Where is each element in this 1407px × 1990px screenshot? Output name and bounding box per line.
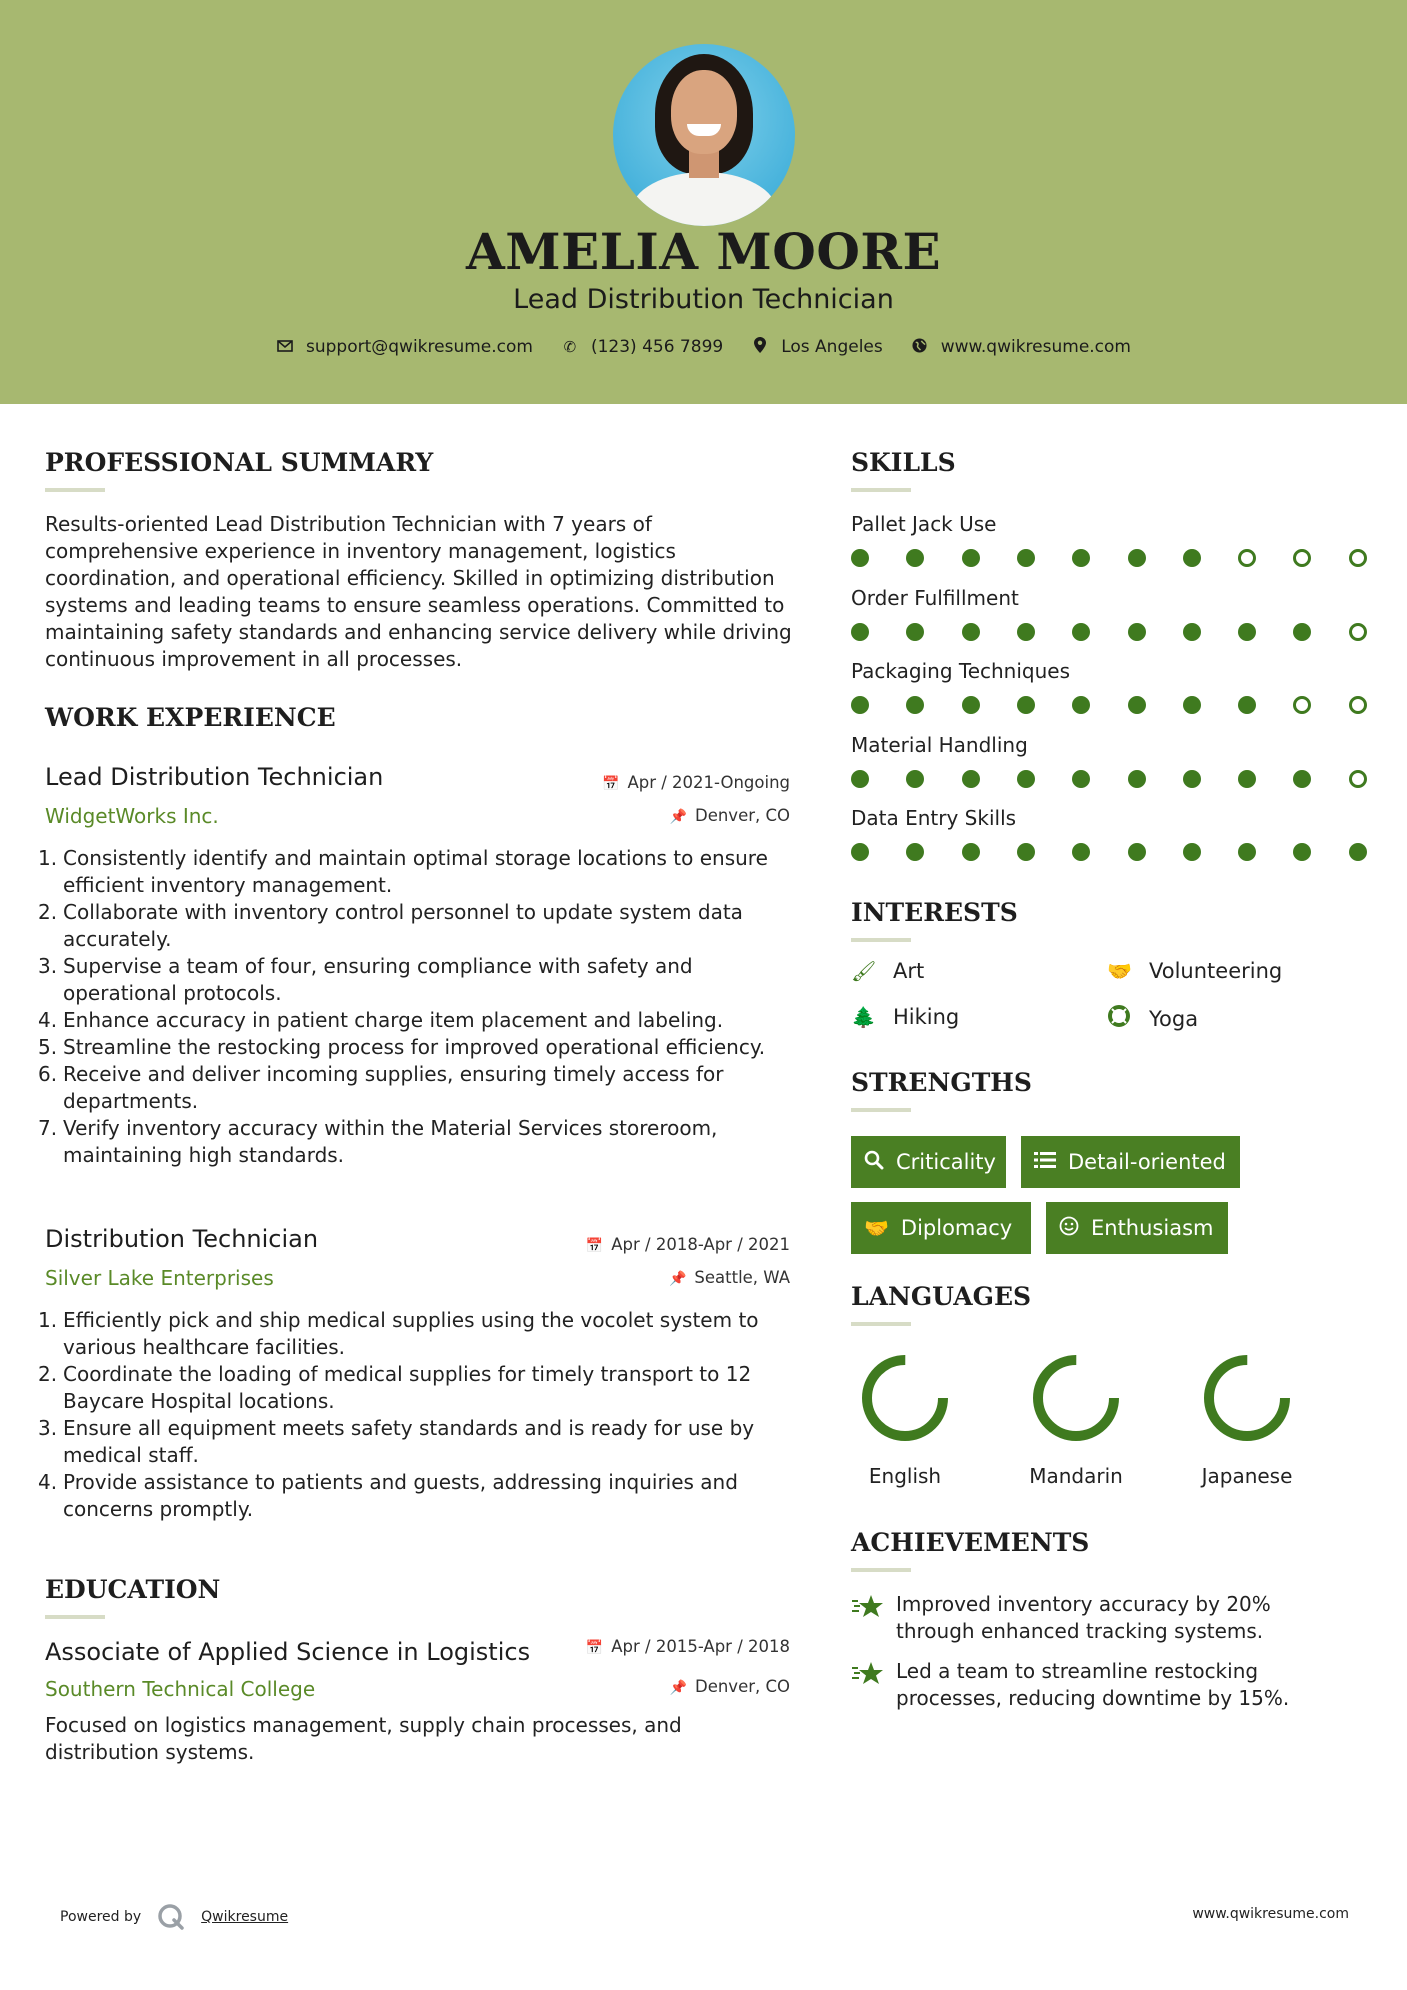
list-item: 2. Coordinate the loading of medical supplies for timely transport to 12 Baycare Hospital locations. <box>38 1362 752 1413</box>
rating-dot-filled <box>962 696 980 714</box>
section-divider <box>851 938 911 942</box>
interest-hiking: 🌲 Hiking <box>851 1005 960 1029</box>
strength-tag-enthusiasm: Enthusiasm <box>1046 1202 1228 1254</box>
rating-dot-filled <box>1183 696 1201 714</box>
languages-heading: LANGUAGES <box>851 1282 1032 1311</box>
calendar-icon: 📅 <box>602 776 620 792</box>
rating-dot-filled <box>1183 549 1201 567</box>
interest-volunteering: 🤝 Volunteering <box>1107 959 1283 983</box>
footer-website[interactable]: www.qwikresume.com <box>1192 1906 1349 1922</box>
rating-dot-filled <box>962 623 980 641</box>
strength-tag-diplomacy: 🤝 Diplomacy <box>851 1202 1031 1254</box>
rating-dot-filled <box>1017 696 1035 714</box>
rating-dot-filled <box>1183 843 1201 861</box>
pushpin-icon: 📌 <box>669 1680 687 1696</box>
skill-rating <box>851 770 1371 790</box>
rating-dot-filled <box>906 843 924 861</box>
rating-dot-filled <box>906 696 924 714</box>
envelope-icon <box>276 338 294 356</box>
list-item: 6. Receive and deliver incoming supplies, ensuring timely access for departments. <box>38 1062 724 1113</box>
calendar-icon: 📅 <box>585 1238 604 1254</box>
skill-name: Pallet Jack Use <box>851 512 997 536</box>
job-bullets <box>38 845 803 1169</box>
calendar-icon: 📅 <box>585 1640 604 1656</box>
qwikresume-link[interactable]: Qwikresume <box>201 1909 289 1925</box>
rating-dot-filled <box>1072 696 1090 714</box>
tree-icon: 🌲 <box>851 1005 876 1029</box>
rating-dot-empty <box>1293 549 1311 567</box>
strength-tag-criticality: Criticality <box>851 1136 1006 1188</box>
achievement-item: Led a team to streamline restocking processes, reducing downtime by 15%. <box>851 1658 1321 1718</box>
rating-dot-filled <box>1072 623 1090 641</box>
job-location: 📌 Denver, CO <box>669 806 790 825</box>
rating-dot-filled <box>851 770 869 788</box>
list-item: 1. Efficiently pick and ship medical supplies using the vocolet system to various healthcare facilities. <box>38 1308 759 1359</box>
rating-dot-filled <box>1183 770 1201 788</box>
skill-rating <box>851 549 1371 569</box>
job-title: Lead Distribution Technician <box>45 763 384 791</box>
rating-dot-empty <box>1349 549 1367 567</box>
job-bullets <box>38 1307 803 1523</box>
rating-dot-filled <box>1072 770 1090 788</box>
rating-dot-filled <box>1128 770 1146 788</box>
pushpin-icon: 📌 <box>669 809 687 825</box>
skill-name: Data Entry Skills <box>851 806 1017 830</box>
rating-dot-filled <box>1183 623 1201 641</box>
achievements-heading: ACHIEVEMENTS <box>851 1528 1090 1557</box>
list-item: 3. Supervise a team of four, ensuring compliance with safety and operational protocols. <box>38 954 693 1005</box>
resume-header <box>0 0 1407 404</box>
rating-dot-filled <box>962 770 980 788</box>
rating-dot-empty <box>1349 623 1367 641</box>
paintbrush-icon: 🖌 <box>851 959 877 983</box>
rating-dot-empty <box>1293 696 1311 714</box>
language-level-ring <box>1201 1352 1293 1444</box>
education-heading: EDUCATION <box>45 1575 221 1604</box>
smile-icon <box>1059 1216 1079 1241</box>
skill-name: Order Fulfillment <box>851 585 1019 610</box>
language-level-arc <box>1209 1360 1285 1436</box>
interest-yoga: Yoga <box>1107 1005 1198 1032</box>
skill-name: Material Handling <box>851 732 1028 757</box>
language-name: Japanese <box>1201 1464 1293 1488</box>
contact-bar <box>0 337 1407 357</box>
language-level-arc <box>1038 1360 1114 1436</box>
section-divider <box>45 488 105 492</box>
rating-dot-filled <box>1128 549 1146 567</box>
handshake-icon: 🤝 <box>864 1216 889 1240</box>
language-name: Mandarin <box>1029 1464 1123 1488</box>
summary-heading: PROFESSIONAL SUMMARY <box>45 448 434 477</box>
rating-dot-filled <box>1017 843 1035 861</box>
rating-dot-filled <box>1128 623 1146 641</box>
section-divider <box>851 1108 911 1112</box>
rating-dot-filled <box>851 843 869 861</box>
school-name: Southern Technical College <box>45 1677 316 1701</box>
list-item: 4. Enhance accuracy in patient charge item placement and labeling. <box>38 1008 724 1032</box>
map-pin-icon <box>751 337 769 357</box>
section-divider <box>45 1615 105 1619</box>
rating-dot-filled <box>1349 843 1367 861</box>
section-divider <box>851 1322 911 1326</box>
rating-dot-filled <box>906 770 924 788</box>
candidate-name: AMELIA MOORE <box>465 222 942 281</box>
list-icon <box>1034 1150 1056 1174</box>
job-dates: 📅 Apr / 2018-Apr / 2021 <box>585 1235 790 1254</box>
rating-dot-filled <box>1128 843 1146 861</box>
search-icon <box>864 1150 884 1175</box>
rating-dot-filled <box>851 623 869 641</box>
rating-dot-empty <box>1349 696 1367 714</box>
list-item: 2. Collaborate with inventory control personnel to update system data accurately. <box>38 900 743 951</box>
lifebuoy-icon <box>1107 1005 1131 1032</box>
rating-dot-filled <box>962 843 980 861</box>
list-item: 5. Streamline the restocking process for improved operational efficiency. <box>38 1035 766 1059</box>
rating-dot-filled <box>1017 623 1035 641</box>
skill-rating <box>851 623 1371 643</box>
rating-dot-filled <box>1072 843 1090 861</box>
education-dates: 📅 Apr / 2015-Apr / 2018 <box>585 1637 790 1656</box>
rating-dot-filled <box>906 549 924 567</box>
skills-heading: SKILLS <box>851 448 956 477</box>
rating-dot-filled <box>1017 549 1035 567</box>
handshake-icon: 🤝 <box>1107 959 1132 983</box>
rating-dot-filled <box>1128 696 1146 714</box>
footer-powered-by: Powered by Qwikresume <box>60 1903 288 1931</box>
contact-phone[interactable]: ✆ (123) 456 7899 <box>561 337 723 357</box>
rating-dot-filled <box>851 549 869 567</box>
language-name: English <box>868 1464 942 1488</box>
list-item: 4. Provide assistance to patients and guests, addressing inquiries and concerns promptly. <box>38 1470 738 1521</box>
education-text: Focused on logistics management, supply chain processes, and distribution systems. <box>45 1713 682 1764</box>
skill-rating <box>851 843 1371 863</box>
rating-dot-filled <box>1017 770 1035 788</box>
job-location: 📌 Seattle, WA <box>668 1268 790 1287</box>
rating-dot-empty <box>1238 549 1256 567</box>
strength-tag-detail-oriented: Detail-oriented <box>1021 1136 1240 1188</box>
experience-heading: WORK EXPERIENCE <box>45 703 336 732</box>
skill-name: Packaging Techniques <box>851 659 1071 683</box>
summary-text: Results-oriented Lead Distribution Technician with 7 years of comprehensive experience in inventory management, logistics coordination, and operational efficiency. Skilled in optimizing distribution systems and leading teams to ensure seamless operations. Committed to maintaining safety standards and enhancing service delivery while driving continuous improvement in all processes. <box>45 512 792 671</box>
globe-icon <box>911 338 929 357</box>
rating-dot-filled <box>1293 770 1311 788</box>
interest-art: 🖌 Art <box>851 959 925 983</box>
education-location: 📌 Denver, CO <box>669 1677 790 1696</box>
achievement-item: Improved inventory accuracy by 20% through enhanced tracking systems. <box>851 1591 1321 1651</box>
rating-dot-filled <box>1293 843 1311 861</box>
rating-dot-filled <box>1072 549 1090 567</box>
rating-dot-filled <box>1293 623 1311 641</box>
degree-title: Associate of Applied Science in Logistics <box>45 1638 531 1666</box>
phone-icon: ✆ <box>563 338 577 356</box>
rating-dot-filled <box>906 623 924 641</box>
contact-website[interactable]: www.qwikresume.com <box>911 337 1131 357</box>
rating-dot-empty <box>1349 770 1367 788</box>
star-award-icon <box>851 1593 885 1621</box>
pushpin-icon: 📌 <box>668 1271 687 1287</box>
list-item: 7. Verify inventory accuracy within the Material Services storeroom, maintaining high standards. <box>38 1116 718 1167</box>
star-award-icon <box>851 1660 885 1688</box>
rating-dot-filled <box>1238 623 1256 641</box>
candidate-title: Lead Distribution Technician <box>513 284 894 315</box>
contact-email[interactable]: support@qwikresume.com <box>276 337 533 357</box>
job-title: Distribution Technician <box>45 1225 319 1253</box>
language-level-ring <box>1030 1352 1122 1444</box>
qwikresume-logo-icon <box>157 1903 185 1931</box>
contact-location: Los Angeles <box>751 337 883 357</box>
rating-dot-filled <box>1238 770 1256 788</box>
section-divider <box>851 1568 911 1572</box>
rating-dot-filled <box>962 549 980 567</box>
language-level-ring <box>859 1352 951 1444</box>
interests-heading: INTERESTS <box>851 898 1018 927</box>
rating-dot-filled <box>1238 696 1256 714</box>
language-level-arc <box>867 1360 943 1436</box>
section-divider <box>851 488 911 492</box>
rating-dot-filled <box>1238 843 1256 861</box>
job-company: Silver Lake Enterprises <box>45 1266 274 1290</box>
list-item: 3. Ensure all equipment meets safety standards and is ready for use by medical staff. <box>38 1416 755 1467</box>
skill-rating <box>851 696 1371 716</box>
job-dates: 📅 Apr / 2021-Ongoing <box>602 773 790 792</box>
job-company: WidgetWorks Inc. <box>45 804 219 828</box>
list-item: 1. Consistently identify and maintain optimal storage locations to ensure efficient inventory management. <box>38 846 768 897</box>
avatar <box>613 44 795 226</box>
strengths-heading: STRENGTHS <box>851 1068 1032 1097</box>
rating-dot-filled <box>851 696 869 714</box>
